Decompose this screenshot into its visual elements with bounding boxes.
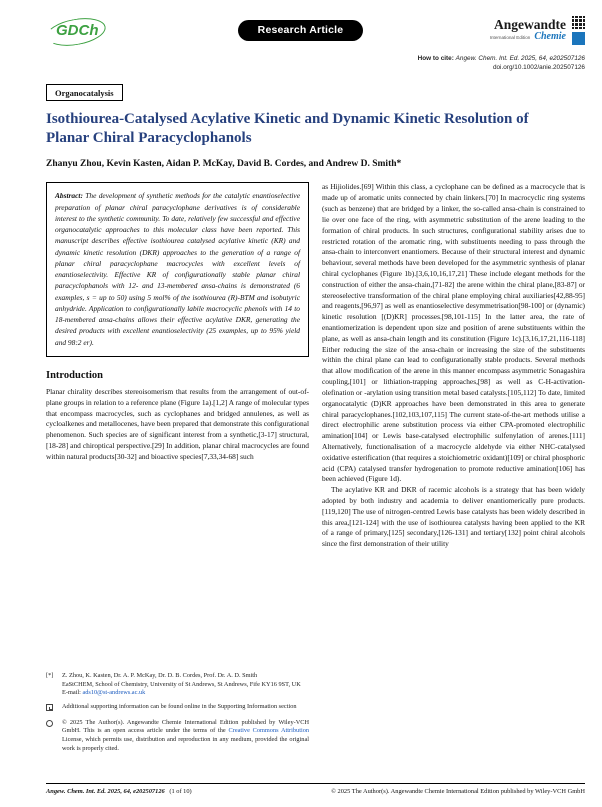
chemie-label: Chemie [534,30,566,42]
masthead [46,10,585,50]
footer-page-number: (1 of 10) [169,788,192,795]
international-edition-label: International Edition [489,34,531,40]
abstract-text: The development of synthetic methods for the catalytic enantioselective preparation of planar chiral paracyclophane derivatives is of considerable interest to the synthetic community. To date, relatively few successful and effective organocatalytic approaches to this molecular class have been reported. This manuscript describes effective isothiourea catalysed acylative kinetic (KR) and dynamic kinetic resolution (DKR) approaches to the generation of a range of planar chiral paracyclophane macrocycles with excellent levels of enantioselectivity. Effective KR of configurationally stable planar chiral paracyclophanols with 12- and 13-membered ansa-chains is demonstrated (6 examples, s = up to 50) using 5 mol% of the isothiourea (R)-BTM and isobutyric anhydride. Application to configurationally labile macrocyclic phenols with 14 to 18-membered ansa-chains allows their effective acylative DKR, generating the desired products with excellent enantioselectivity (25 examples, up to 95% yield and 98:2 er). [55,191,300,347]
affiliation-marker: [*] [46,671,54,679]
right-column [322,182,585,758]
email-link[interactable]: ads10@st-andrews.ac.uk [82,689,146,697]
cc-license-link[interactable]: Creative Commons Attribution [228,727,309,735]
gdch-logo-text: GDCh [56,21,99,39]
journal-badge-icon [572,32,585,45]
supporting-info-icon [46,704,53,711]
affiliation-names: Z. Zhou, K. Kasten, Dr. A. P. McKay, Dr. D. B. Cordes, Prof. Dr. A. D. Smith [62,671,258,679]
page-footer [46,783,585,795]
supporting-info-text: Additional supporting information can be found online in the Supporting Information section [62,703,297,710]
email-label: E-mail: [62,689,81,697]
affiliation-email-line [62,689,309,698]
citation-block [46,54,585,73]
open-access-icon [46,720,53,727]
category-badge: Organocatalysis [46,84,123,101]
footnotes-block [46,672,309,759]
angewandte-logo [415,16,585,45]
qr-code-icon [572,16,585,29]
license-footnote [46,719,309,754]
howtocite-citation: Angew. Chem. Int. Ed. 2025, 64, e202507126 [455,55,585,62]
footer-citation: Angew. Chem. Int. Ed. 2025, 64, e202507126 [46,788,165,795]
footer-citation-line [46,788,192,795]
license-text-pre: © 2025 The Author(s). Angewandte Chemie International Edition published by Wiley-VCH GmbH. This is an open access article under the terms of the [62,718,309,735]
supporting-info-footnote [46,703,309,714]
research-article-banner: Research Article [238,20,364,41]
doi-link[interactable]: doi.org/10.1002/anie.202507126 [492,64,585,72]
article-body [46,182,585,758]
license-text-post: License, which permits use, distribution and reproduction in any medium, provided the original work is properly cited. [62,736,309,752]
section-heading-introduction: Introduction [46,369,103,381]
intro-paragraph-3: The acylative KR and DKR of racemic alcohols is a strategy that has been widely adopted by both industry and academia to deliver enantiomerically pure products.[119,120] The use of nitrogen-centred Lewis base catalysts has been widely described in this area,[121-124] with the use of isothiourea catalysts having been applied to the KR of a range of primary,[125] secondary,[126-131] and tertiary[132] point chiral alcohols since the first demonstration of their utility [322,485,585,549]
affiliation-address: EaStCHEM, School of Chemistry, University of St Andrews, St Andrews, Fife KY16 9ST, UK [62,680,301,688]
abstract-label: Abstract: [55,191,83,201]
left-column [46,182,309,758]
footer-copyright: © 2025 The Author(s). Angewandte Chemie International Edition published by Wiley-VCH GmbH [331,788,585,795]
abstract-box [46,182,309,357]
page-title: Isothiourea-Catalysed Acylative Kinetic and Dynamic Kinetic Resolution of Planar Chiral Paracyclophanols [46,111,529,147]
author-list: Zhanyu Zhou, Kevin Kasten, Aidan P. McKay, David B. Cordes, and Andrew D. Smith* [46,159,402,170]
intro-paragraph-1: Planar chirality describes stereoisomerism that results from the arrangement of out-of-plane groups in relation to a reference plane (Figure 1a).[1,2] A range of molecular types that encompass macrocycles, such as cyclophanes and bridged annulenes, as well as cycloalkenes and metallocenes, have been prepared that demonstrate this configurational phenomenon. Such species are of significant interest from a synthetic,[3-17] structural,[18-28] and chiroptical perspective.[29] In addition, planar chiral macrocycles are found within natural products[30-32] and bioactive species[7,33,34-68] such [46,386,309,461]
gdch-logo [46,18,186,43]
intro-paragraph-2: as Hijiolides.[69] Within this class, a cyclophane can be defined as a macrocycle that is made up of aromatic units connected by chain linkers.[70] In macrocyclic ring systems (such as benzene) that are bridged by a linker, the so-called ansa-chain is constrained to lie over one face of the ring, with asymmetric substitution of the arene leading to the formation of chiral products. In such structures, configurational stability arises due to restricted rotation of the aromatic ring, with substituents needing to pass through the ansa-chain to interconvert enantiomers. Because of their structural interest and dynamic behaviour, several methods have been developed for the asymmetric synthesis of planar chiral cyclophanes (Figure 1b).[3,6,10,16,17,21] These include elegant methods for the construction of either the ansa-chain,[71-82] the arene within the chiral plane,[83-87] or stereoselective transformation of the chiral plane employing chiral auxiliaries[42,88-95] and reagents,[96,97] as well as enantioselective desymmetrisation[98-100] or (dynamic) kinetic resolution [(D)KR] processes.[98,101-115] In the latter area, the rate of enantiomerization is dependent upon size and position of arene substituents within the plane, as well as ansa-chain length and its constitution (Figure 1c).[3,16,17,21,116-118] Either reducing the size of the ansa-chain or increasing the size of the substituents within the chiral plane can lead to configurationally stable products. Several methods that allow modification of the arene in this manner encompass asymmetric Sonagashira coupling,[101] or lithiation-trapping approaches,[98] as well as C-H-activation-olefination or -arylation using transition metal based catalysts.[105,112] To date, limited organocatalytic (D)KR approaches have been demonstrated in this area to generate chiral paracyclophanes.[102,103,107,115] The current state-of-the-art methods utilise a direct electrophilic arene substitution process via either CPA-promoted electrophilic amination[104] or Lewis base-catalysed electrophilic sulfenylation of arenes.[111] Alternatively, functionalisation of a macrocycle aldehyde via either NHC-catalysed oxidative esterification (that requires a stoichiometric oxidant)[109] or chiral phosphoric acid (CPA) catalysed transfer hydrogenation to promote reductive amination[106] has been achieved (Figure 1d). [322,182,585,484]
affiliation-footnote [46,672,309,698]
howtocite-label: How to cite: [417,55,454,62]
howtocite-line [46,54,585,63]
angewandte-name: Angewandte [493,16,566,32]
